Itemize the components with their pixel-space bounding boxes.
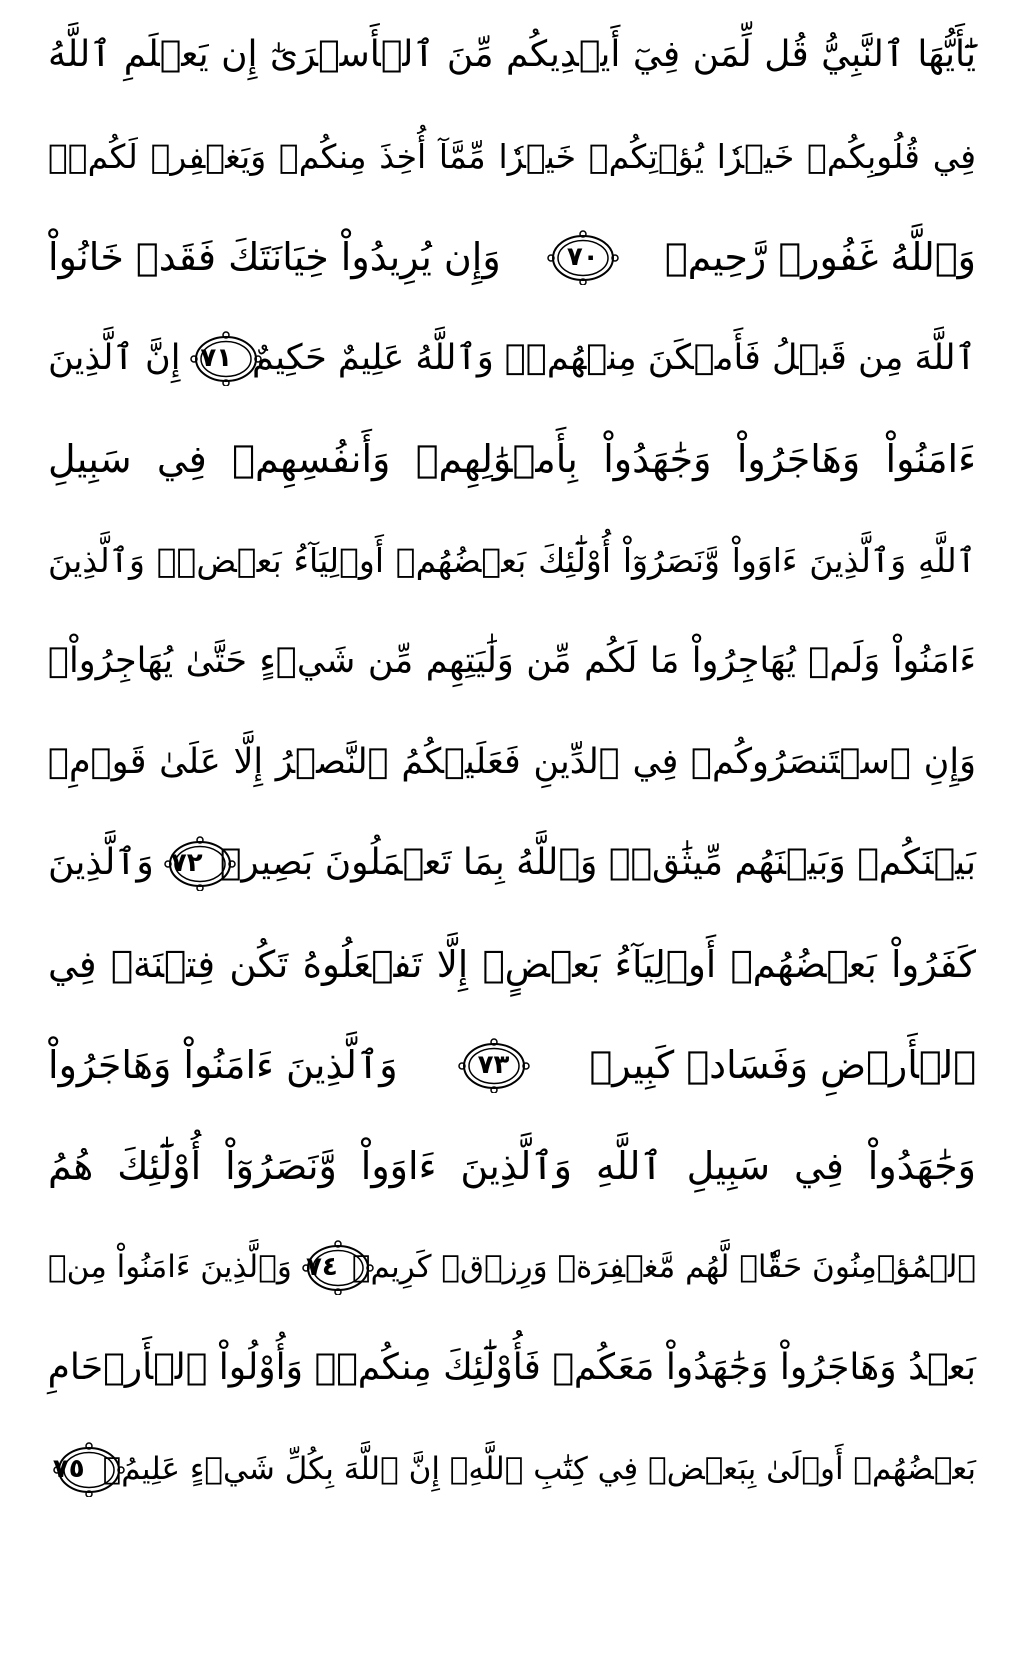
verse-text: ٱللَّهِ وَٱلَّذِينَ ءَاوَواْ وَّنَصَرُوٓاْ أُوْلَٰٓئِكَ بَعۡضُهُمۡ أَوۡلِيَآءُ بَعۡضٖۚ وَٱلَّذِينَ	[48, 540, 976, 580]
verse-line	[48, 10, 976, 100]
verse-text: وَإِنِ ٱسۡتَنصَرُوكُمۡ فِي ٱلدِّينِ فَعَلَيۡكُمُ ٱلنَّصۡرُ إِلَّا عَلَىٰ قَوۡمِۭ	[48, 741, 976, 782]
verse-line	[48, 212, 976, 302]
ayah-number-marker	[164, 835, 210, 891]
verse-text: وَجَٰهَدُواْ فِي سَبِيلِ ٱللَّهِ وَٱلَّذِينَ ءَاوَواْ وَّنَصَرُوٓاْ أُوْلَٰٓئِكَ هُمُ	[48, 1144, 976, 1188]
verse-text: وَٱلَّذِينَ ءَامَنُواْ وَهَاجَرُواْ	[48, 1043, 398, 1087]
verse-text: ءَامَنُواْ وَهَاجَرُواْ وَجَٰهَدُواْ بِأَمۡوَٰلِهِمۡ وَأَنفُسِهِمۡ فِي سَبِيلِ	[48, 437, 976, 481]
verse-text: بَيۡنَكُمۡ وَبَيۡنَهُم مِّيثَٰقٞۗ وَٱللَّهُ بِمَا تَعۡمَلُونَ بَصِيرٞ	[219, 842, 976, 883]
ayah-number-marker	[458, 1037, 530, 1093]
ayah-number-marker	[547, 229, 619, 285]
ayah-number: ٧٤	[305, 1252, 338, 1282]
ayah-number: ٧١	[200, 343, 233, 373]
verse-text: وَٱلَّذِينَ ءَامَنُواْ مِنۢ	[48, 1248, 292, 1285]
verse-text: إِنَّ ٱلَّذِينَ	[48, 337, 181, 378]
verse-line	[48, 1020, 976, 1110]
verse-text: يَٰٓأَيُّهَا ٱلنَّبِيُّ قُل لِّمَن فِيٓ أَيۡدِيكُم مِّنَ ٱلۡأَسۡرَىٰٓ إِن يَعۡلَمِ ٱللَّهُ	[48, 34, 976, 75]
verse-text: ءَامَنُواْ وَلَمۡ يُهَاجِرُواْ مَا لَكُم مِّن وَلَٰيَتِهِم مِّن شَيۡءٍ حَتَّىٰ يُهَاجِرُواْۚ	[48, 640, 976, 681]
verse-line	[48, 1222, 976, 1312]
verse-line	[48, 313, 976, 403]
verse-line	[48, 1424, 976, 1514]
verse-line	[48, 919, 976, 1009]
verse-text: بَعۡضُهُمۡ أَوۡلَىٰ بِبَعۡضٖ فِي كِتَٰبِ ٱللَّهِۚ إِنَّ ٱللَّهَ بِكُلِّ شَيۡءٍ عَلِيمُۢ	[102, 1450, 976, 1487]
verse-text: ٱلۡمُؤۡمِنُونَ حَقّٗاۚ لَّهُم مَّغۡفِرَةٞ وَرِزۡقٞ كَرِيمٞ	[351, 1248, 976, 1285]
ayah-number: ٧٥	[52, 1454, 85, 1484]
verse-line	[48, 1323, 976, 1413]
verse-line	[48, 818, 976, 908]
ayah-number: ٧٢	[170, 848, 203, 878]
ayah-number-marker	[190, 330, 241, 386]
ayah-number: ٧٣	[477, 1050, 510, 1080]
verse-line	[48, 414, 976, 504]
verse-text: وَٱلَّذِينَ	[48, 842, 154, 883]
verse-line	[48, 111, 976, 201]
ayah-number-marker	[302, 1239, 342, 1295]
verse-text: بَعۡدُ وَهَاجَرُواْ وَجَٰهَدُواْ مَعَكُمۡ فَأُوْلَٰٓئِكَ مِنكُمۡۚ وَأُوْلُواْ ٱلۡأَرۡحَامِ	[47, 1347, 976, 1388]
ayah-number: ٧٠	[566, 242, 599, 272]
verse-text: وَإِن يُرِيدُواْ خِيَانَتَكَ فَقَدۡ خَانُواْ	[48, 235, 501, 279]
verse-text: ٱللَّهَ مِن قَبۡلُ فَأَمۡكَنَ مِنۡهُمۡۗ وَٱللَّهُ عَلِيمٌ حَكِيمٌ	[251, 337, 976, 378]
verse-line	[48, 616, 976, 706]
verse-line	[48, 515, 976, 605]
verse-line	[48, 1121, 976, 1211]
ayah-number-marker	[53, 1441, 85, 1497]
verse-line	[48, 717, 976, 807]
verse-text: وَٱللَّهُ غَفُورٞ رَّحِيمٞ	[664, 235, 976, 279]
verse-text: ٱلۡأَرۡضِ وَفَسَادٞ كَبِيرٞ	[589, 1043, 976, 1087]
verse-text: كَفَرُواْ بَعۡضُهُمۡ أَوۡلِيَآءُ بَعۡضٍۚ إِلَّا تَفۡعَلُوهُ تَكُن فِتۡنَةٞ فِي	[48, 942, 976, 986]
verse-text: فِي قُلُوبِكُمۡ خَيۡرٗا يُؤۡتِكُمۡ خَيۡرٗا مِّمَّآ أُخِذَ مِنكُمۡ وَيَغۡفِرۡ لَكُمۡۚ	[48, 136, 976, 176]
